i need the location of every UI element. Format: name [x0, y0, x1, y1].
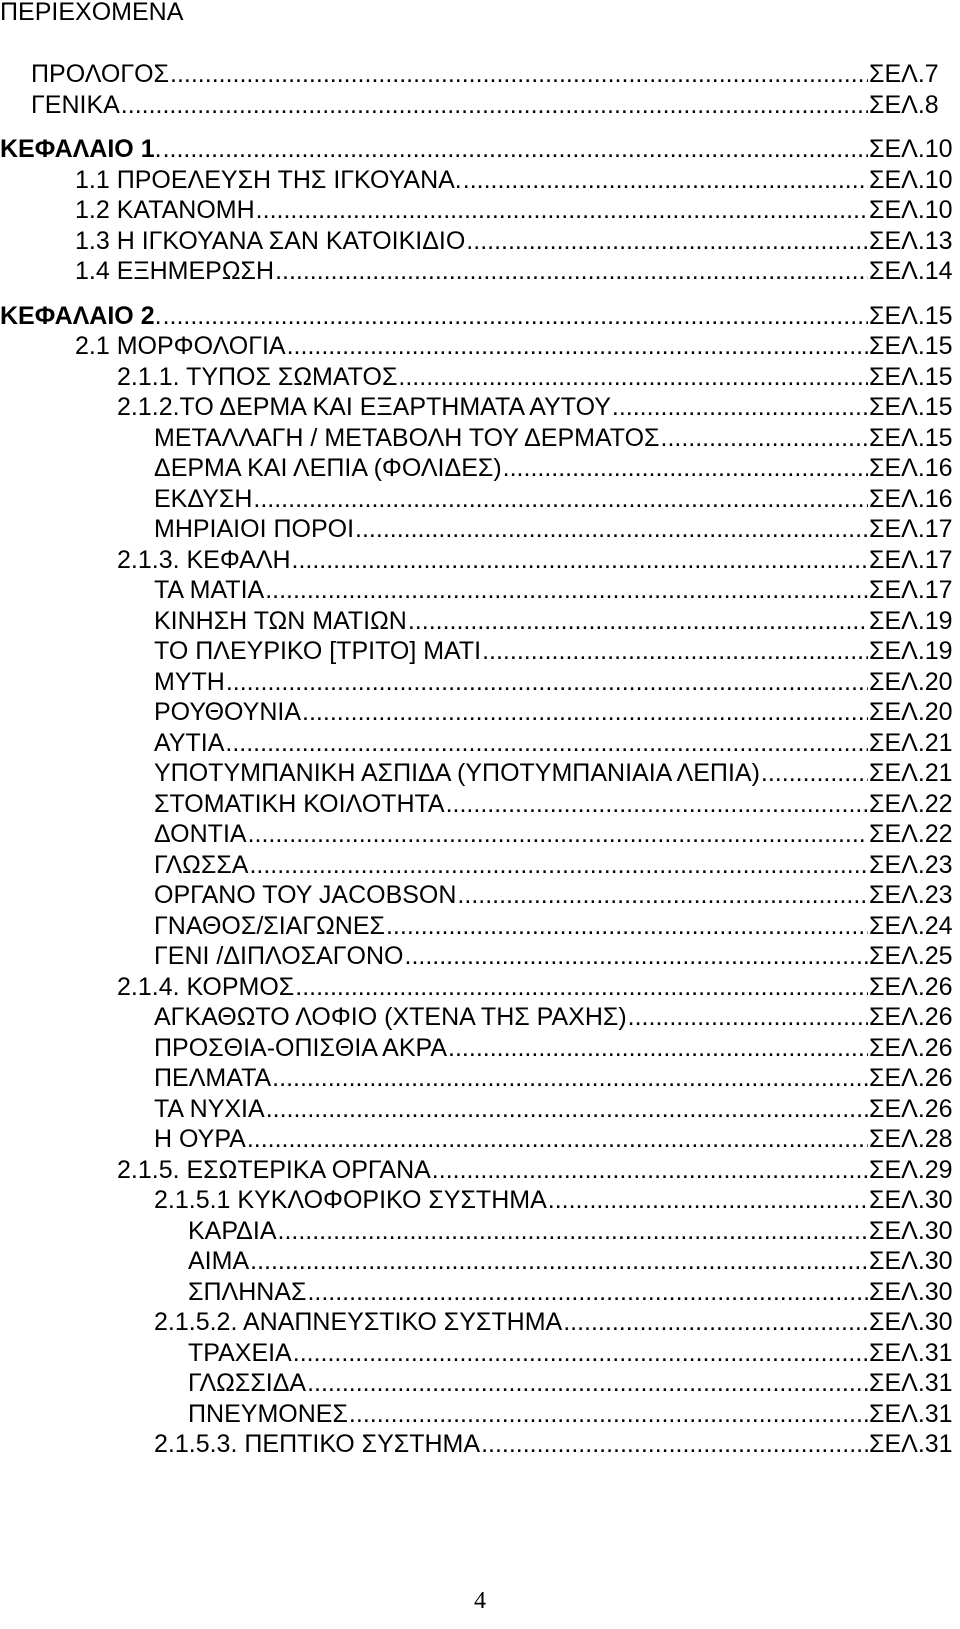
toc-entry[interactable] [0, 1216, 960, 1247]
dot-leader [432, 1155, 868, 1186]
toc-entry[interactable] [0, 667, 960, 698]
toc-entry-page: ΣΕΛ.23 [869, 850, 953, 879]
toc-entry-label: 1.4 ΕΞΗΜΕΡΩΣΗ [75, 257, 275, 285]
toc-entry-label: 2.1.3. ΚΕΦΑΛΗ [117, 545, 291, 574]
toc-entry-label: ΠΡΟΣΘΙΑ-ΟΠΙΣΘΙΑ ΑΚΡΑ [154, 1033, 448, 1062]
toc-entry-page: ΣΕΛ.15 [869, 393, 953, 421]
dot-leader [292, 545, 869, 576]
toc-entry-page: ΣΕΛ.26 [869, 1003, 953, 1031]
toc-entry-label [0, 134, 162, 165]
dot-leader [302, 697, 868, 728]
toc-entry-page: ΣΕΛ.20 [869, 698, 953, 726]
toc-entry[interactable] [0, 453, 960, 484]
dot-leader [278, 1216, 869, 1247]
toc-entry[interactable] [0, 880, 960, 911]
toc-entry-page: ΣΕΛ.26 [869, 1033, 953, 1062]
toc-entry[interactable] [0, 331, 960, 362]
toc-entry[interactable] [0, 1124, 960, 1155]
dot-leader [355, 514, 868, 545]
toc-entry-page: ΣΕΛ.15 [869, 362, 953, 391]
toc-entry[interactable] [0, 636, 960, 667]
toc-entry-page: ΣΕΛ.17 [869, 545, 953, 574]
toc-entry-label: ΕΚΔΥΣΗ [154, 484, 253, 513]
toc-entry-label: ΑΥΤΙΑ [154, 728, 225, 757]
toc-entry-page: ΣΕΛ.20 [869, 667, 953, 696]
toc-entry-page: ΣΕΛ.23 [869, 881, 953, 909]
toc-entry-page: ΣΕΛ.30 [869, 1308, 953, 1336]
toc-entry[interactable] [0, 1002, 960, 1033]
toc-entry[interactable] [0, 1307, 960, 1338]
toc-entry[interactable] [0, 728, 960, 759]
toc-entry-page: ΣΕΛ.15 [869, 423, 953, 452]
toc-entry[interactable] [0, 1094, 960, 1125]
toc-entry[interactable] [0, 911, 960, 942]
toc-entry-label: ΠΝΕΥΜΟΝΕΣ [188, 1399, 348, 1428]
toc-entry-label: 2.1 ΜΟΡΦΟΛΟΓΙΑ [75, 332, 286, 360]
toc-entry-page: ΣΕΛ.15 [869, 332, 953, 360]
dot-leader [349, 1399, 868, 1430]
toc-entry-label: ΓΕΝΙ /ΔΙΠΛΟΣΑΓΟΝΟ [154, 942, 404, 970]
dot-leader [253, 484, 868, 515]
toc-entry[interactable] [0, 819, 960, 850]
toc-entry[interactable] [0, 90, 960, 121]
toc-entry[interactable] [0, 545, 960, 576]
dot-leader [265, 575, 868, 606]
toc-entry[interactable] [0, 1033, 960, 1064]
toc-entry-label: ΔΕΡΜΑ ΚΑΙ ΛΕΠΙΑ (ΦΟΛΙΔΕΣ) [154, 454, 502, 482]
toc-entry-page: ΣΕΛ.21 [869, 759, 953, 787]
toc-entry-label: ΔΟΝΤΙΑ [154, 820, 247, 848]
toc-entry[interactable] [0, 1368, 960, 1399]
toc-entry-page: ΣΕΛ.16 [869, 484, 953, 513]
toc-entry-label: ΚΙΝΗΣΗ ΤΩΝ ΜΑΤΙΩΝ [154, 606, 407, 635]
toc-entry[interactable] [0, 1399, 960, 1430]
dot-leader [226, 667, 868, 698]
toc-entry[interactable] [0, 606, 960, 637]
dot-leader [287, 331, 868, 362]
toc-entry-label: 1.1 ΠΡΟΕΛΕΥΣΗ ΤΗΣ ΙΓΚΟΥΑΝΑ. [75, 165, 462, 194]
toc-entry-label: ΑΓΚΑΘΩΤΟ ΛΟΦΙΟ (ΧΤΕΝΑ ΤΗΣ ΡΑΧΗΣ) [154, 1003, 627, 1031]
toc-entry-label: 2.1.5.2. ΑΝΑΠΝΕΥΣΤΙΚΟ ΣΥΣΤΗΜΑ [154, 1308, 563, 1336]
dot-leader [293, 1338, 868, 1369]
dot-leader [405, 941, 869, 972]
toc-entry-label: ΓΝΑΘΟΣ/ΣΙΑΓΩΝΕΣ [154, 911, 385, 940]
toc-entry-label: 2.1.2.ΤΟ ΔΕΡΜΑ ΚΑΙ ΕΞΑΡΤΗΜΑΤΑ ΑΥΤΟΥ [117, 393, 611, 421]
dot-leader [761, 758, 868, 789]
toc-entry-page: ΣΕΛ.26 [869, 1064, 953, 1092]
toc-entry-label: ΡΟΥΘΟΥΝΙΑ [154, 698, 302, 726]
toc-entry-page: ΣΕΛ.26 [869, 972, 953, 1001]
toc-entry-page: ΣΕΛ.21 [869, 728, 953, 757]
toc-entry[interactable] [0, 134, 960, 165]
toc-entry-label: ΑΙΜΑ [188, 1247, 250, 1275]
toc-entry[interactable] [0, 1246, 960, 1277]
page-number: 4 [474, 1588, 486, 1614]
toc-entry-label: ΤΑ ΝΥΧΙΑ [154, 1094, 265, 1123]
toc-entry[interactable] [0, 1063, 960, 1094]
toc-heading: ΠΕΡΙΕΧΟΜΕΝΑ [0, 0, 184, 26]
toc-entry-label: ΓΛΩΣΣΙΔΑ [188, 1369, 307, 1397]
toc-entry[interactable] [0, 362, 960, 393]
dot-leader [463, 165, 868, 196]
dot-leader [266, 1094, 868, 1125]
dot-leader [503, 453, 868, 484]
toc-entry-page: ΣΕΛ.22 [869, 820, 953, 848]
toc-entry[interactable] [0, 972, 960, 1003]
toc-entry-label: ΚΑΡΔΙΑ [188, 1216, 277, 1245]
toc-entry-label: ΜΥΤΗ [154, 667, 225, 696]
toc-entry-page: ΣΕΛ.24 [869, 911, 953, 940]
toc-entry-page: ΣΕΛ.14 [869, 257, 953, 285]
dot-leader [247, 1124, 868, 1155]
dot-leader [408, 606, 868, 637]
toc-entry-label [0, 301, 162, 332]
dot-leader [248, 819, 868, 850]
toc-entry-page: ΣΕΛ.10 [869, 135, 953, 163]
toc-entry[interactable] [0, 392, 960, 423]
toc-entry-page: ΣΕΛ.16 [869, 454, 953, 482]
toc-entry-label: ΣΤΟΜΑΤΙΚΗ ΚΟΙΛΟΤΗΤΑ [154, 789, 445, 818]
dot-leader [250, 1246, 868, 1277]
toc-entry-page: ΣΕΛ.17 [869, 576, 953, 604]
toc-entry-page: ΣΕΛ.30 [869, 1216, 953, 1245]
table-of-contents [0, 59, 960, 1460]
toc-entry[interactable] [0, 850, 960, 881]
toc-entry-page: ΣΕΛ.13 [869, 226, 953, 255]
toc-entry-page: ΣΕΛ.31 [869, 1338, 953, 1367]
toc-entry-page: ΣΕΛ.19 [869, 637, 953, 665]
toc-entry[interactable] [0, 1338, 960, 1369]
toc-entry-page: ΣΕΛ.7 [869, 60, 939, 88]
dot-leader [457, 880, 868, 911]
dot-leader [481, 1429, 868, 1460]
dot-leader [563, 1307, 868, 1338]
toc-entry-page: ΣΕΛ.17 [869, 515, 953, 543]
dot-leader [307, 1277, 868, 1308]
dot-leader [466, 226, 868, 257]
toc-entry-label: 2.1.5.1 ΚΥΚΛΟΦΟΡΙΚΟ ΣΥΣΤΗΜΑ [154, 1186, 547, 1214]
toc-entry-page: ΣΕΛ.31 [869, 1430, 953, 1458]
chapter-title-punctuation: . [154, 135, 162, 163]
toc-entry-page: ΣΕΛ.30 [869, 1277, 953, 1306]
toc-entry[interactable] [0, 301, 960, 332]
toc-entry-label: ΤΑ ΜΑΤΙΑ [154, 576, 265, 604]
toc-entry-label: ΟΡΓΑΝΟ ΤΟΥ JACOBSON [154, 881, 457, 909]
toc-entry-page: ΣΕΛ.28 [869, 1125, 953, 1153]
toc-entry-page: ΣΕΛ.22 [869, 789, 953, 818]
dot-leader [225, 728, 868, 759]
dot-leader [170, 59, 868, 90]
toc-entry[interactable] [0, 423, 960, 454]
dot-leader [272, 1063, 868, 1094]
toc-entry[interactable] [0, 1429, 960, 1460]
dot-leader [482, 636, 868, 667]
toc-entry-label: ΠΡΟΛΟΓΟΣ [31, 60, 170, 88]
toc-entry-label: ΣΠΛΗΝΑΣ [188, 1277, 307, 1306]
dot-leader [256, 195, 868, 226]
toc-entry-page: ΣΕΛ.29 [869, 1155, 953, 1184]
toc-entry-page: ΣΕΛ.10 [869, 165, 953, 194]
toc-entry[interactable] [0, 226, 960, 257]
toc-entry[interactable] [0, 195, 960, 226]
toc-entry-label: ΠΕΛΜΑΤΑ [154, 1064, 272, 1092]
toc-entry-label: ΤΡΑΧΕΙΑ [188, 1338, 292, 1367]
toc-entry-label: ΜΗΡΙΑΙΟΙ ΠΟΡΟΙ [154, 515, 355, 543]
chapter-title: ΚΕΦΑΛΑΙΟ 1 [0, 135, 155, 163]
toc-entry-page: ΣΕΛ.25 [869, 942, 953, 970]
toc-entry-label: ΤΟ ΠΛΕΥΡΙΚΟ [ΤΡΙΤΟ] ΜΑΤΙ [154, 637, 482, 665]
toc-entry-label: 2.1.5.3. ΠΕΠΤΙΚΟ ΣΥΣΤΗΜΑ [154, 1430, 481, 1458]
dot-leader [249, 850, 868, 881]
dot-leader [548, 1185, 868, 1216]
dot-leader [163, 301, 868, 332]
toc-entry-label: ΓΛΩΣΣΑ [154, 850, 249, 879]
toc-entry[interactable] [0, 484, 960, 515]
toc-entry-page: ΣΕΛ.8 [869, 90, 939, 119]
toc-entry-page: ΣΕΛ.30 [869, 1247, 953, 1275]
toc-entry[interactable] [0, 514, 960, 545]
toc-entry-page: ΣΕΛ.19 [869, 606, 953, 635]
toc-entry-label: 1.2 ΚΑΤΑΝΟΜΗ [75, 196, 255, 224]
toc-entry-label: 2.1.5. ΕΣΩΤΕΡΙΚΑ ΟΡΓΑΝΑ [117, 1155, 431, 1184]
toc-entry-label: 2.1.1. ΤΥΠΟΣ ΣΩΜΑΤΟΣ [117, 362, 398, 391]
toc-entry[interactable] [0, 165, 960, 196]
dot-leader [163, 134, 868, 165]
toc-entry[interactable] [0, 59, 960, 90]
toc-entry[interactable] [0, 941, 960, 972]
toc-entry[interactable] [0, 1277, 960, 1308]
toc-entry[interactable] [0, 256, 960, 287]
toc-entry-label: ΥΠΟΤΥΜΠΑΝΙΚΗ ΑΣΠΙΔΑ (ΥΠΟΤΥΜΠΑΝΙΑΙΑ ΛΕΠΙΑ) [154, 759, 760, 787]
toc-entry-page: ΣΕΛ.31 [869, 1369, 953, 1397]
chapter-title: ΚΕΦΑΛΑΙΟ 2 [0, 301, 155, 330]
dot-leader [386, 911, 868, 942]
dot-leader [661, 423, 869, 454]
dot-leader [307, 1368, 868, 1399]
toc-entry-page: ΣΕΛ.26 [869, 1094, 953, 1123]
toc-entry-page: ΣΕΛ.10 [869, 196, 953, 224]
dot-leader [612, 392, 868, 423]
toc-entry[interactable] [0, 1185, 960, 1216]
toc-entry-label: Η ΟΥΡΑ [154, 1125, 246, 1153]
toc-entry[interactable] [0, 758, 960, 789]
toc-entry-label: 2.1.4. ΚΟΡΜΟΣ [117, 972, 295, 1001]
toc-entry[interactable] [0, 697, 960, 728]
dot-leader [448, 1033, 868, 1064]
dot-leader [121, 90, 868, 121]
toc-entry-page: ΣΕΛ.31 [869, 1399, 953, 1428]
dot-leader [295, 972, 868, 1003]
dot-leader [398, 362, 868, 393]
toc-entry-label: 1.3 Η ΙΓΚΟΥΑΝΑ ΣΑΝ ΚΑΤΟΙΚΙΔΙΟ [75, 226, 466, 255]
toc-entry[interactable] [0, 1155, 960, 1186]
toc-entry-page: ΣΕΛ.15 [869, 301, 953, 330]
toc-entry[interactable] [0, 789, 960, 820]
toc-entry-label: ΓΕΝΙΚΑ [31, 90, 120, 119]
toc-entry-page: ΣΕΛ.30 [869, 1186, 953, 1214]
toc-entry[interactable] [0, 575, 960, 606]
dot-leader [446, 789, 868, 820]
dot-leader [628, 1002, 868, 1033]
toc-entry-label: ΜΕΤΑΛΛΑΓΗ / ΜΕΤΑΒΟΛΗ ΤΟΥ ΔΕΡΜΑΤΟΣ [154, 423, 660, 452]
dot-leader [275, 256, 868, 287]
chapter-title-punctuation: . [154, 301, 162, 330]
